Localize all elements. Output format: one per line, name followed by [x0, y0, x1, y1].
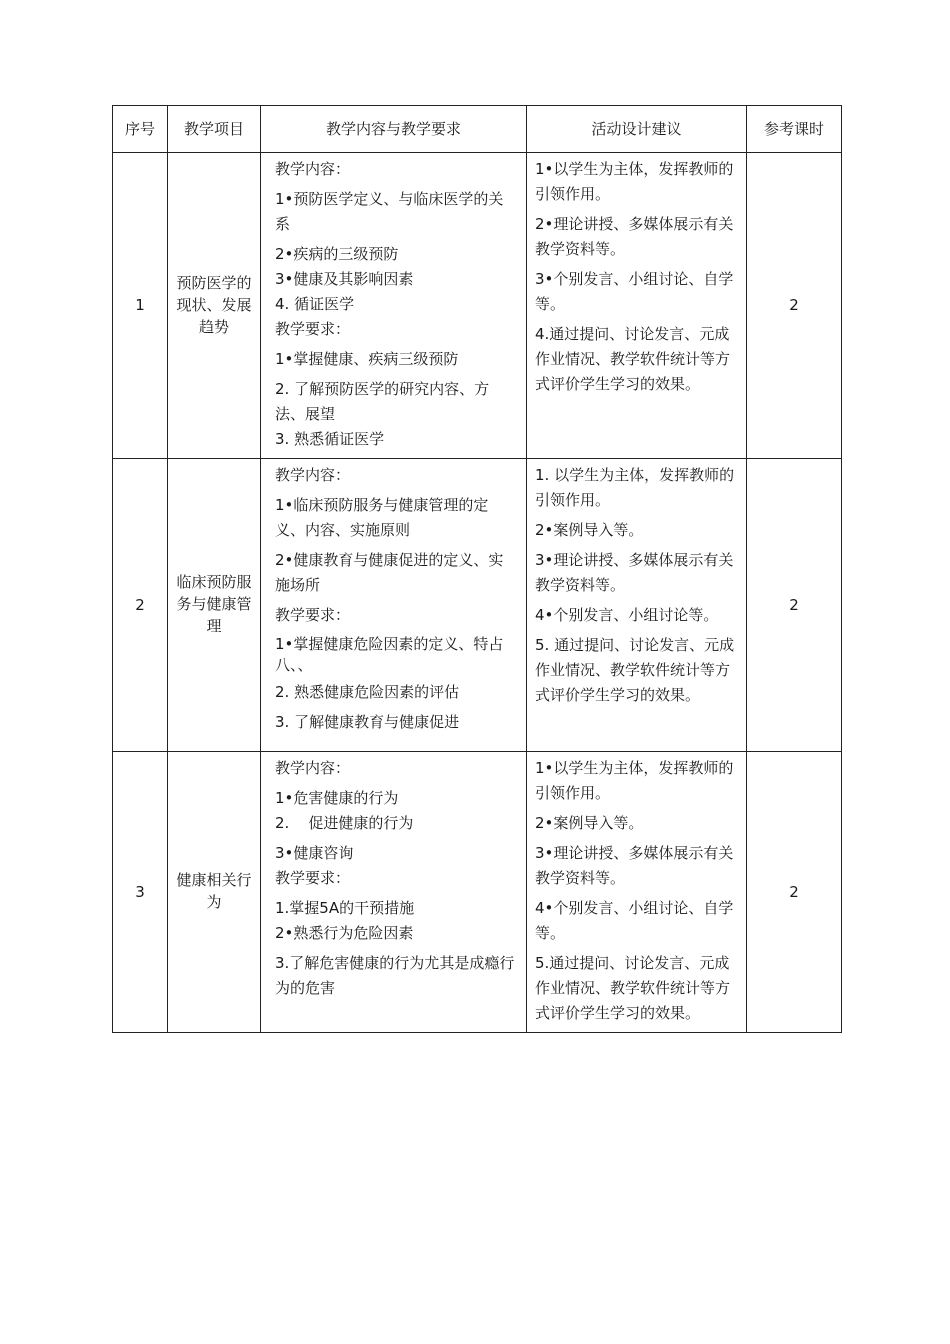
content-line: 1•危害健康的行为	[275, 789, 399, 807]
row-no: 2	[113, 459, 168, 752]
content-line: 3. 熟悉循证医学	[275, 430, 385, 448]
content-line: 3•健康及其影响因素	[275, 270, 414, 288]
row-activities	[527, 153, 747, 459]
row-hours: 2	[747, 153, 842, 459]
content-line: 1.掌握5A的干预措施	[275, 899, 415, 917]
row-hours: 2	[747, 752, 842, 1033]
content-line: 2•健康教育与健康促进的定义、实施场所	[275, 551, 504, 594]
row-project-text: 健康相关行为	[176, 871, 252, 911]
header-content: 教学内容与教学要求	[261, 106, 527, 153]
activity-line: 2•案例导入等。	[535, 521, 644, 539]
table-row	[113, 459, 842, 752]
activity-line: 1. 以学生为主体，发挥教师的引领作用。	[535, 466, 735, 509]
row-content	[261, 153, 527, 459]
row-project	[168, 459, 261, 752]
content-line: 2•疾病的三级预防	[275, 245, 399, 263]
table-row	[113, 153, 842, 459]
activity-line: 3•理论讲授、多媒体展示有关教学资料等。	[535, 844, 734, 887]
header-activities: 活动设计建议	[527, 106, 747, 153]
content-line: 3. 了解健康教育与健康促进	[275, 713, 460, 731]
content-line: 教学内容：	[275, 759, 351, 777]
row-project-text: 临床预防服务与健康管理	[176, 573, 252, 635]
activity-line: 2•理论讲授、多媒体展示有关教学资料等。	[535, 215, 734, 258]
table-row	[113, 752, 842, 1033]
activity-line: 4.通过提问、讨论发言、元成作业情况、教学软件统计等方式评价学生学习的效果。	[535, 325, 731, 393]
row-no: 3	[113, 752, 168, 1033]
content-line: 2•熟悉行为危险因素	[275, 924, 414, 942]
activity-line: 5. 通过提问、讨论发言、元成作业情况、教学软件统计等方式评价学生学习的效果。	[535, 636, 735, 704]
content-line: 3•健康咨询	[275, 844, 354, 862]
content-line: 教学内容：	[275, 466, 351, 484]
activity-line: 5.通过提问、讨论发言、元成作业情况、教学软件统计等方式评价学生学习的效果。	[535, 954, 731, 1022]
row-no: 1	[113, 153, 168, 459]
content-line: 八、、	[275, 656, 313, 674]
syllabus-table	[112, 105, 842, 1033]
content-line: 1•临床预防服务与健康管理的定义、内容、实施原则	[275, 496, 489, 539]
content-line: 3.了解危害健康的行为尤其是成瘾行为的危害	[275, 954, 515, 997]
content-line: 教学要求：	[275, 606, 351, 624]
content-line: 1•掌握健康危险因素的定义、特占	[275, 635, 504, 653]
content-line: 1•预防医学定义、与临床医学的关系	[275, 190, 504, 233]
content-line: 教学内容：	[275, 160, 351, 178]
row-content	[261, 752, 527, 1033]
activity-line: 4•个别发言、小组讨论等。	[535, 606, 719, 624]
row-project	[168, 153, 261, 459]
content-line: 2. 了解预防医学的研究内容、方法、展望	[275, 380, 490, 423]
content-line: 教学要求：	[275, 869, 351, 887]
content-line: 4. 循证医学	[275, 295, 355, 313]
header-no: 序号	[113, 106, 168, 153]
activity-line: 3•理论讲授、多媒体展示有关教学资料等。	[535, 551, 734, 594]
header-project: 教学项目	[168, 106, 261, 153]
activity-line: 1•以学生为主体，发挥教师的引领作用。	[535, 759, 734, 802]
row-project-text: 预防医学的现状、发展趋势	[176, 273, 252, 336]
activity-line: 3•个别发言、小组讨论、自学等。	[535, 270, 734, 313]
activity-line: 1•以学生为主体，发挥教师的引领作用。	[535, 160, 734, 203]
content-line: 1•掌握健康、疾病三级预防	[275, 350, 459, 368]
content-line: 2. 促进健康的行为	[275, 814, 414, 832]
row-project	[168, 752, 261, 1033]
row-content	[261, 459, 527, 752]
content-line: 教学要求：	[275, 320, 351, 338]
row-hours: 2	[747, 459, 842, 752]
row-activities	[527, 459, 747, 752]
header-row	[113, 106, 842, 153]
row-activities	[527, 752, 747, 1033]
header-hours: 参考课时	[747, 106, 842, 153]
activity-line: 4•个别发言、小组讨论、自学等。	[535, 899, 734, 942]
content-line: 2. 熟悉健康危险因素的评估	[275, 683, 460, 701]
activity-line: 2•案例导入等。	[535, 814, 644, 832]
